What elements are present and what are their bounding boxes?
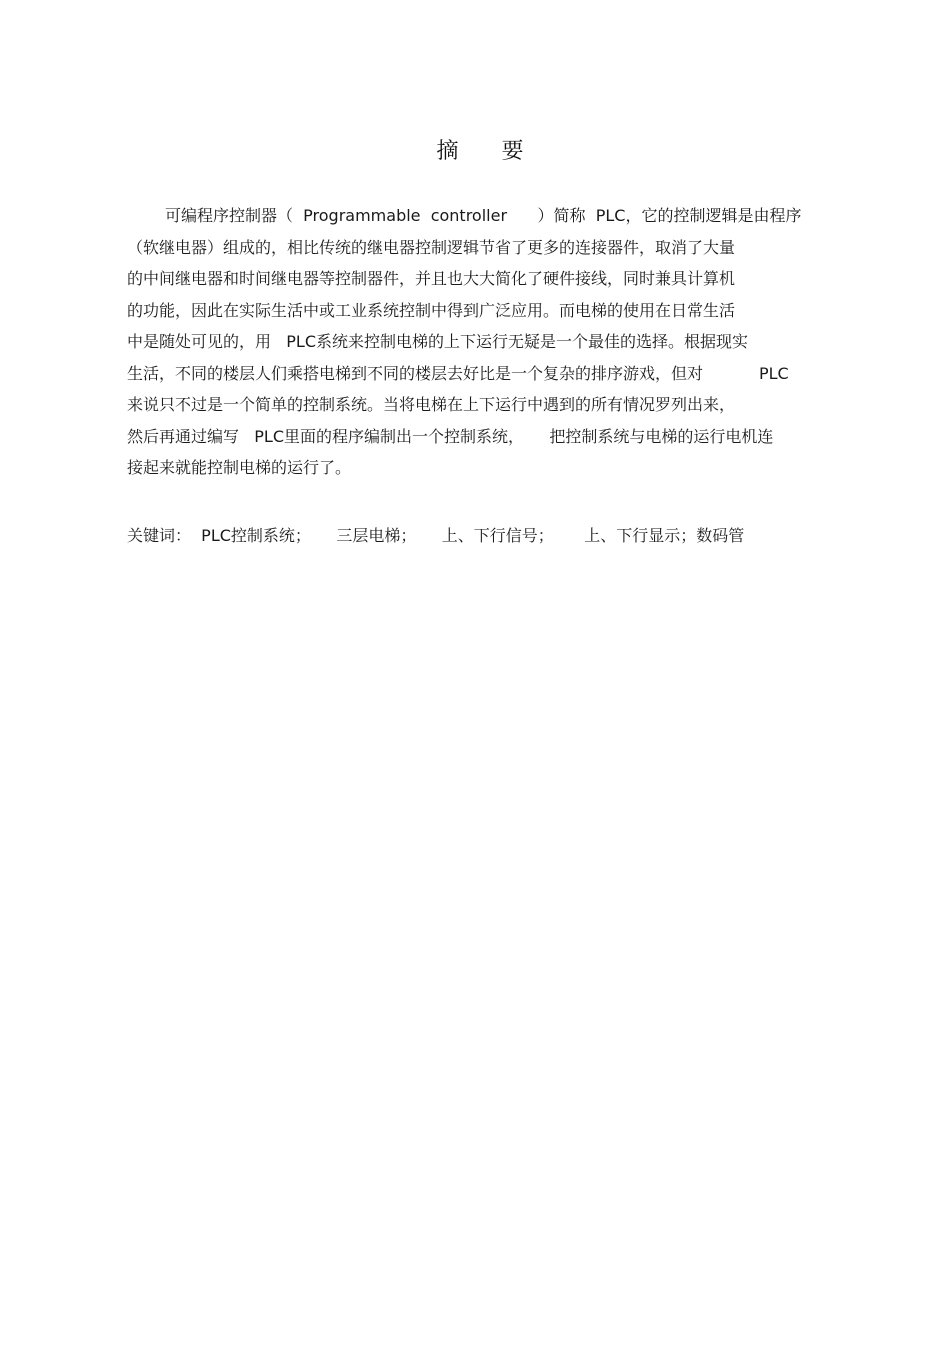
abstract-line-9: 接起来就能控制电梯的运行了。 [127,458,352,477]
abstract-line-2: （软继电器）组成的，相比传统的继电器控制逻辑节省了更多的连接器件，取消了大量 [127,237,736,257]
abstract-line-3: 的中间继电器和时间继电器等控制器件，并且也大大简化了硬件接线，同时兼具计算机 [127,269,736,288]
abstract-title: 摘 要 [436,139,542,164]
abstract-line-8: 然后再通过编写 PLC里面的程序编制出一个控制系统， 把控制系统与电梯的运行电机连 [127,426,774,446]
abstract-line-4: 的功能，因此在实际生活中或工业系统控制中得到广泛应用。而电梯的使用在日常生活 [127,300,736,320]
keywords-line: 关键词： PLC控制系统； 三层电梯； 上、下行信号； 上、下行显示；数码管 [127,526,745,545]
abstract-body [127,200,867,484]
abstract-line-5: 中是随处可见的，用 PLC系统来控制电梯的上下运行无疑是一个最佳的选择。根据现实 [127,332,748,351]
abstract-line-1: 可编程序控制器（ Programmable controller ）简称 PLC，它的控制逻辑是由程序 [165,206,802,225]
abstract-line-6: 生活，不同的楼层人们乘搭电梯到不同的楼层去好比是一个复杂的排序游戏，但对 PLC [127,363,789,383]
abstract-line-7: 来说只不过是一个简单的控制系统。当将电梯在上下运行中遇到的所有情况罗列出来， [127,395,736,414]
